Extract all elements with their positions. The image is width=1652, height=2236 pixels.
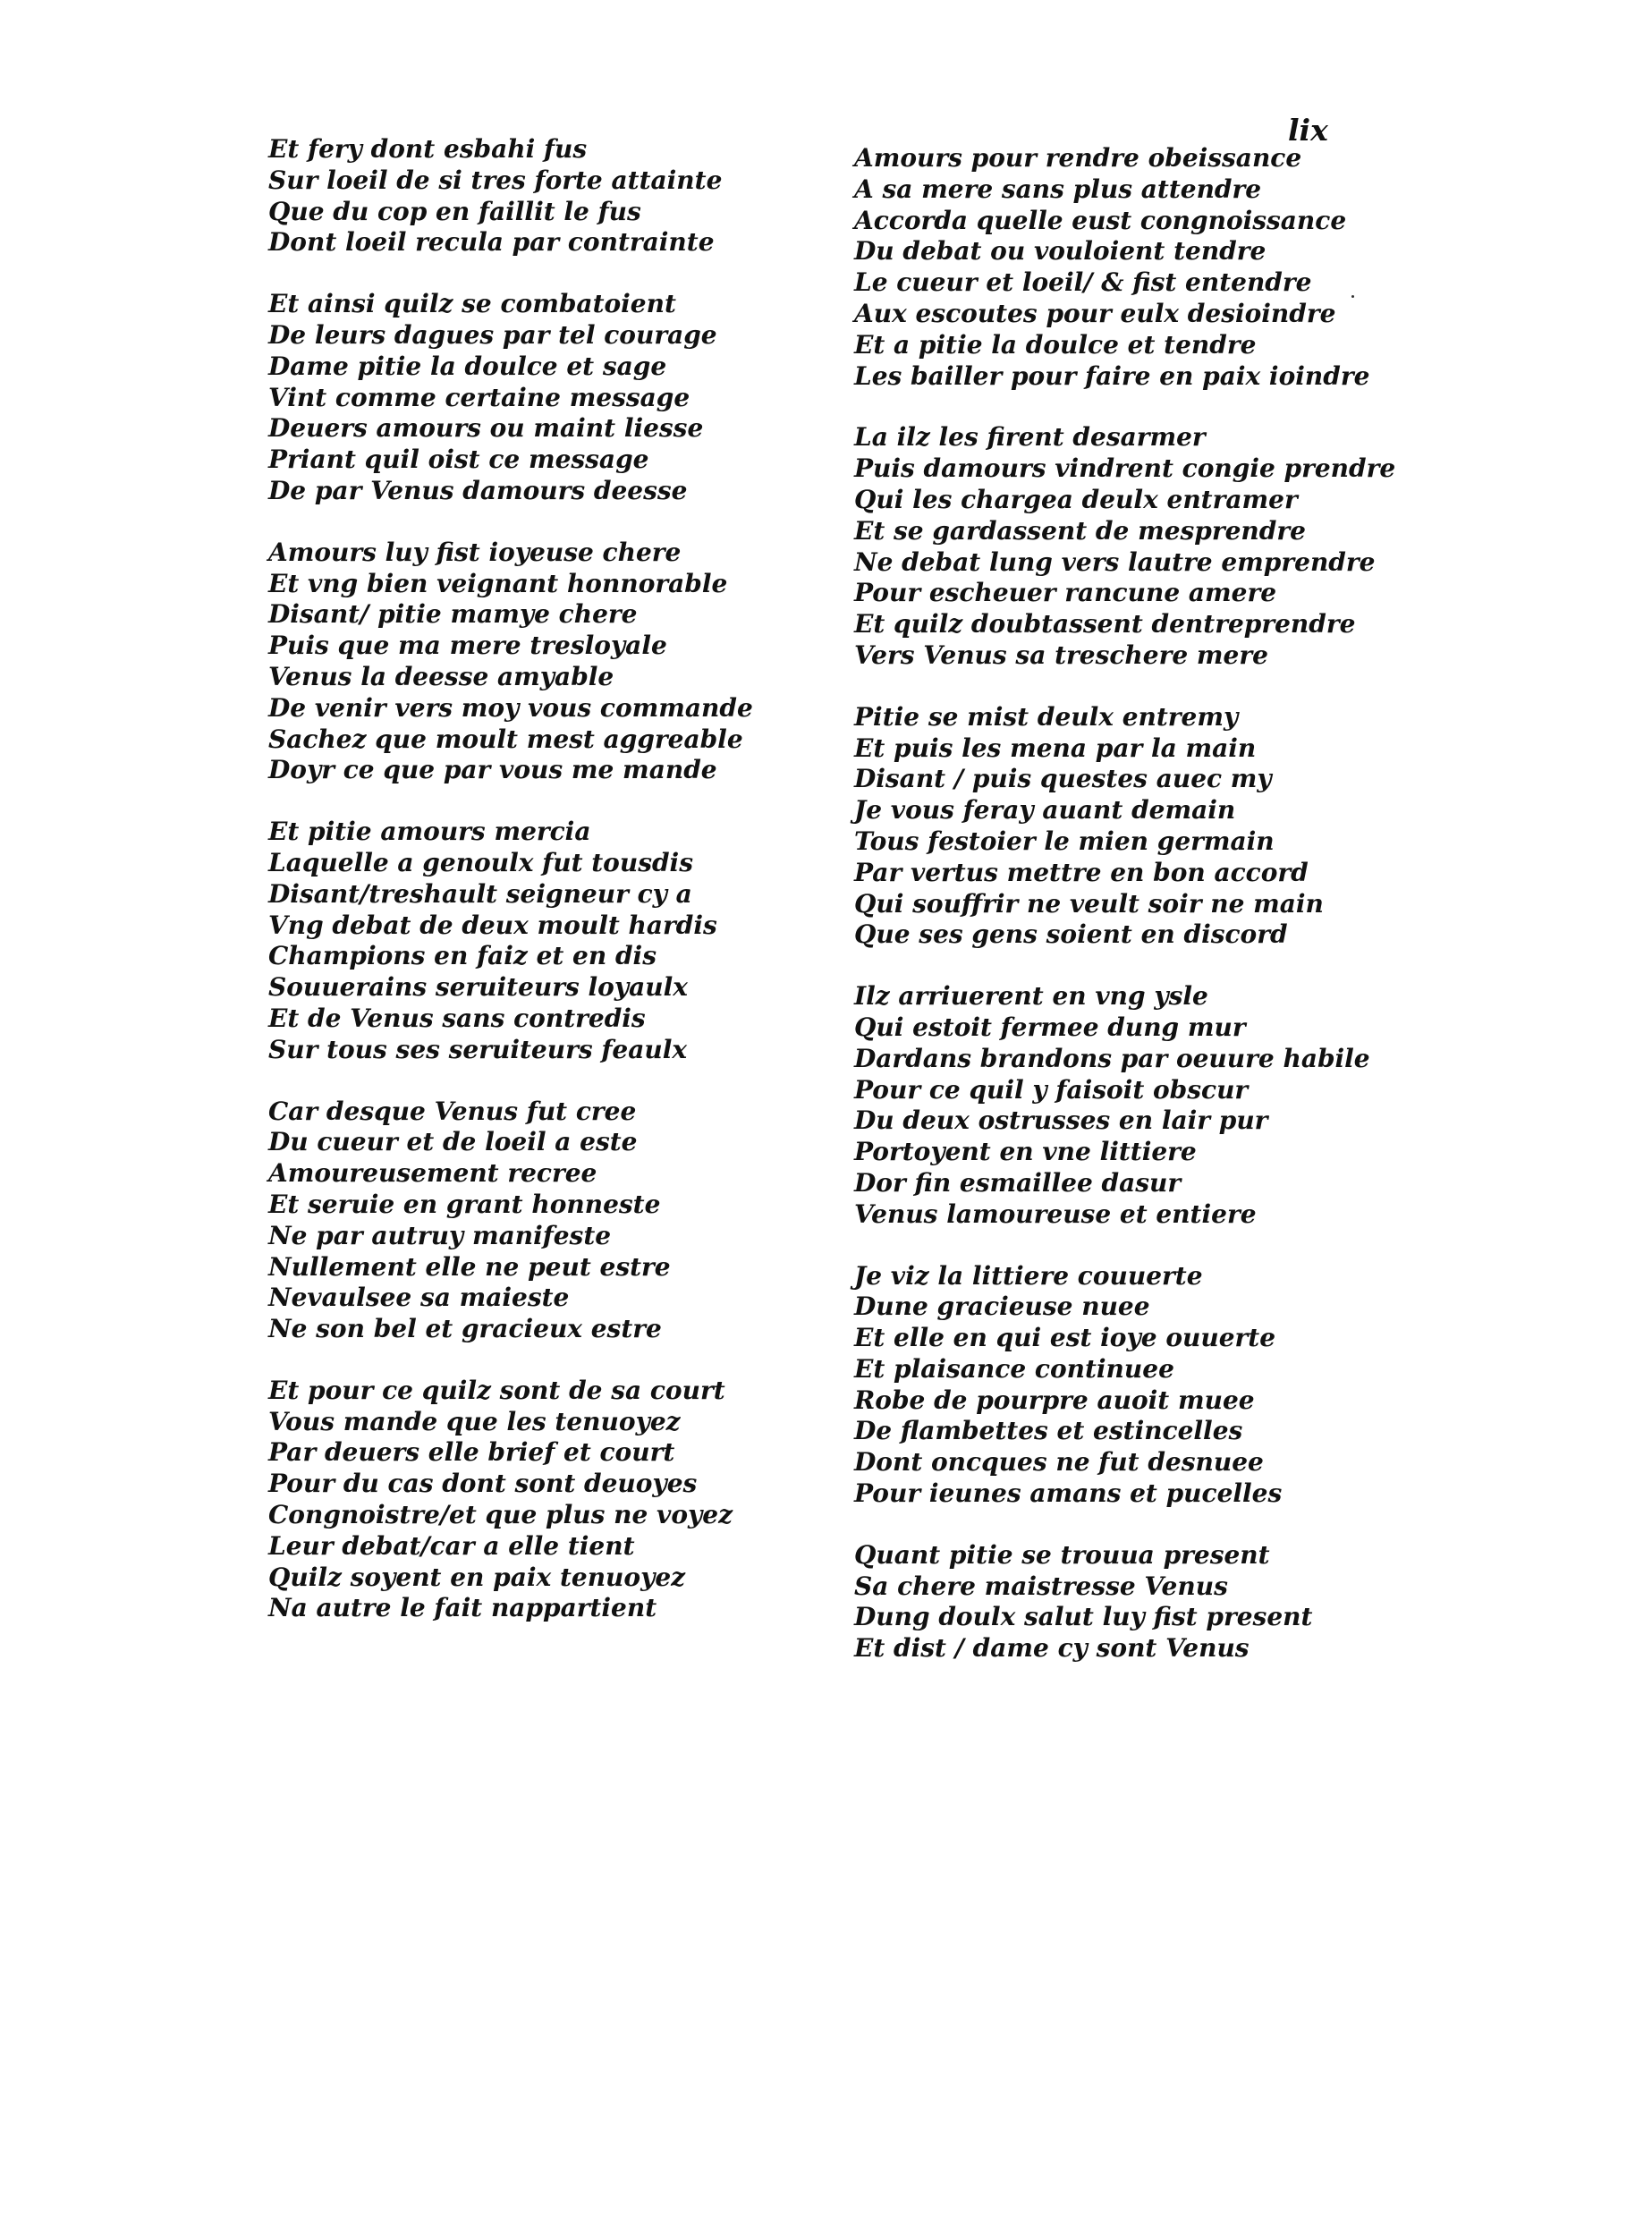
- verse-line: Amoureusement recree: [268, 1158, 597, 1189]
- verse-line: Et pour ce quilz sont de sa court: [268, 1375, 725, 1405]
- verse-line: De venir vers moy vous commande: [268, 692, 753, 723]
- verse-line: Et pitie amours mercia: [268, 817, 591, 847]
- stanza: [268, 289, 805, 507]
- stanza: [268, 134, 805, 258]
- verse-line: Doyr ce que par vous me mande: [268, 755, 717, 785]
- verse-line: La ilz les firent desarmer: [854, 422, 1206, 453]
- verse-line: Sur loeil de si tres forte attainte: [268, 165, 723, 195]
- verse-line: Puis que ma mere tresloyale: [268, 631, 667, 661]
- verse-line: Pour escheuer rancune amere: [854, 578, 1277, 608]
- folio-number: lix: [1288, 113, 1328, 148]
- stanza: [268, 1097, 805, 1345]
- verse-line: Quant pitie se trouua present: [854, 1539, 1270, 1570]
- verse-line: Vers Venus sa treschere mere: [854, 639, 1268, 670]
- verse-line: Disant/treshault seigneur cy a: [268, 878, 692, 909]
- verse-line: Na autre le fait nappartient: [268, 1593, 657, 1623]
- verse-line: Que du cop en faillit le fus: [268, 196, 641, 226]
- verse-line: Car desque Venus fut cree: [268, 1096, 637, 1126]
- verse-line: Dardans brandons par oeuure habile: [854, 1043, 1370, 1073]
- verse-line: Et ainsi quilz se combatoient: [268, 289, 676, 319]
- verse-line: Les bailler pour faire en paix ioindre: [854, 360, 1370, 391]
- verse-line: Pitie se mist deulx entremy: [854, 701, 1239, 732]
- verse-line: Amours pour rendre obeissance: [854, 143, 1302, 173]
- stanza: [268, 1376, 805, 1624]
- verse-line: Nullement elle ne peut estre: [268, 1251, 671, 1282]
- verse-line: Et plaisance continuee: [854, 1353, 1174, 1384]
- stanza: [854, 981, 1391, 1230]
- verse-line: Tous festoier le mien germain: [854, 826, 1275, 856]
- verse-line: Dor fin esmaillee dasur: [854, 1167, 1182, 1198]
- verse-line: Du deux ostrusses en lair pur: [854, 1105, 1268, 1136]
- verse-line: Dame pitie la doulce et sage: [268, 351, 667, 381]
- verse-line: Disant / puis questes auec my: [854, 764, 1272, 794]
- stanza: [854, 143, 1391, 392]
- verse-line: Priant quil oist ce message: [268, 445, 649, 475]
- verse-line: Venus la deesse amyable: [268, 661, 614, 691]
- verse-line: Et fery dont esbahi fus: [268, 134, 588, 164]
- verse-line: Du cueur et de loeil a este: [268, 1127, 638, 1157]
- verse-line: Dune gracieuse nuee: [854, 1292, 1150, 1322]
- verse-line: Je viz la littiere couuerte: [854, 1260, 1203, 1291]
- verse-line: Disant/ pitie mamye chere: [268, 599, 638, 630]
- verse-line: Vous mande que les tenuoyez: [268, 1406, 681, 1436]
- verse-line: Accorda quelle eust congnoissance: [854, 205, 1347, 235]
- stanza: [854, 1540, 1391, 1664]
- verse-line: Et se gardassent de mesprendre: [854, 515, 1306, 546]
- verse-line: Et elle en qui est ioye ouuerte: [854, 1323, 1276, 1353]
- verse-line: Du debat ou vouloient tendre: [854, 236, 1267, 267]
- verse-line: Et seruie en grant honneste: [268, 1189, 661, 1219]
- verse-line: Dung doulx salut luy fist present: [854, 1602, 1313, 1632]
- right-column: [854, 143, 1396, 1664]
- verse-line: Je vous feray auant demain: [854, 795, 1236, 826]
- verse-line: Et de Venus sans contredis: [268, 1003, 646, 1033]
- verse-line: Par vertus mettre en bon accord: [854, 857, 1309, 887]
- verse-line: Le cueur et loeil/ & fist entendre: [854, 267, 1312, 298]
- stanza: [854, 422, 1396, 671]
- verse-line: Et puis les mena par la main: [854, 733, 1257, 763]
- verse-line: Que ses gens soient en discord: [854, 919, 1288, 950]
- verse-line: Et vng bien veignant honnorable: [268, 568, 728, 598]
- verse-line: Sur tous ses seruiteurs feaulx: [268, 1034, 688, 1064]
- verse-line: Aux escoutes pour eulx desioindre: [854, 298, 1336, 328]
- verse-line: Leur debat/car a elle tient: [268, 1530, 635, 1561]
- verse-line: Amours luy fist ioyeuse chere: [268, 537, 682, 567]
- verse-line: Ne debat lung vers lautre emprendre: [854, 546, 1376, 577]
- verse-line: Dont loeil recula par contrainte: [268, 227, 715, 258]
- verse-line: Pour du cas dont sont deuoyes: [268, 1469, 698, 1499]
- verse-line: Venus lamoureuse et entiere: [854, 1198, 1257, 1229]
- verse-line: Qui estoit fermee dung mur: [854, 1012, 1246, 1042]
- verse-line: Vint comme certaine message: [268, 382, 690, 412]
- verse-line: Qui les chargea deulx entramer: [854, 484, 1298, 514]
- verse-line: Ilz arriuerent en vng ysle: [854, 981, 1208, 1012]
- verse-line: Deuers amours ou maint liesse: [268, 413, 704, 444]
- verse-line: Champions en faiz et en dis: [268, 941, 657, 971]
- verse-line: Laquelle a genoulx fut tousdis: [268, 847, 693, 877]
- verse-line: Pour ce quil y faisoit obscur: [854, 1074, 1249, 1105]
- verse-line: Qui souffrir ne veult soir ne main: [854, 888, 1324, 919]
- verse-line: A sa mere sans plus attendre: [854, 174, 1262, 204]
- verse-line: De par Venus damours deesse: [268, 475, 688, 505]
- verse-line: Et quilz doubtassent dentreprendre: [854, 609, 1356, 639]
- verse-line: Ne par autruy manifeste: [268, 1220, 612, 1250]
- verse-line: Dont oncques ne fut desnuee: [854, 1447, 1264, 1478]
- verse-line: Par deuers elle brief et court: [268, 1437, 675, 1468]
- verse-line: De leurs dagues par tel courage: [268, 319, 717, 350]
- verse-line: De flambettes et estincelles: [854, 1416, 1243, 1446]
- left-column: [268, 134, 805, 1624]
- stanza: [268, 817, 805, 1065]
- verse-line: Congnoistre/et que plus ne voyez: [268, 1500, 733, 1530]
- stanza: [854, 702, 1391, 951]
- verse-line: Ne son bel et gracieux estre: [268, 1314, 662, 1344]
- stanza: [268, 538, 805, 786]
- verse-line: Sachez que moult mest aggreable: [268, 724, 743, 754]
- stanza: [854, 1261, 1391, 1510]
- verse-line: Portoyent en vne littiere: [854, 1137, 1197, 1167]
- verse-line: Pour ieunes amans et pucelles: [854, 1478, 1283, 1509]
- verse-line: Quilz soyent en paix tenuoyez: [268, 1562, 686, 1592]
- verse-line: Et a pitie la doulce et tendre: [854, 329, 1257, 360]
- verse-line: Et dist / dame cy sont Venus: [854, 1633, 1250, 1664]
- verse-line: Puis damours vindrent congie prendre: [854, 453, 1396, 484]
- verse-line: Vng debat de deux moult hardis: [268, 910, 717, 940]
- verse-line: Nevaulsee sa maieste: [268, 1283, 570, 1313]
- verse-line: Sa chere maistresse Venus: [854, 1571, 1228, 1601]
- verse-line: Robe de pourpre auoit muee: [854, 1385, 1255, 1415]
- verse-line: Souuerains seruiteurs loyaulx: [268, 972, 688, 1003]
